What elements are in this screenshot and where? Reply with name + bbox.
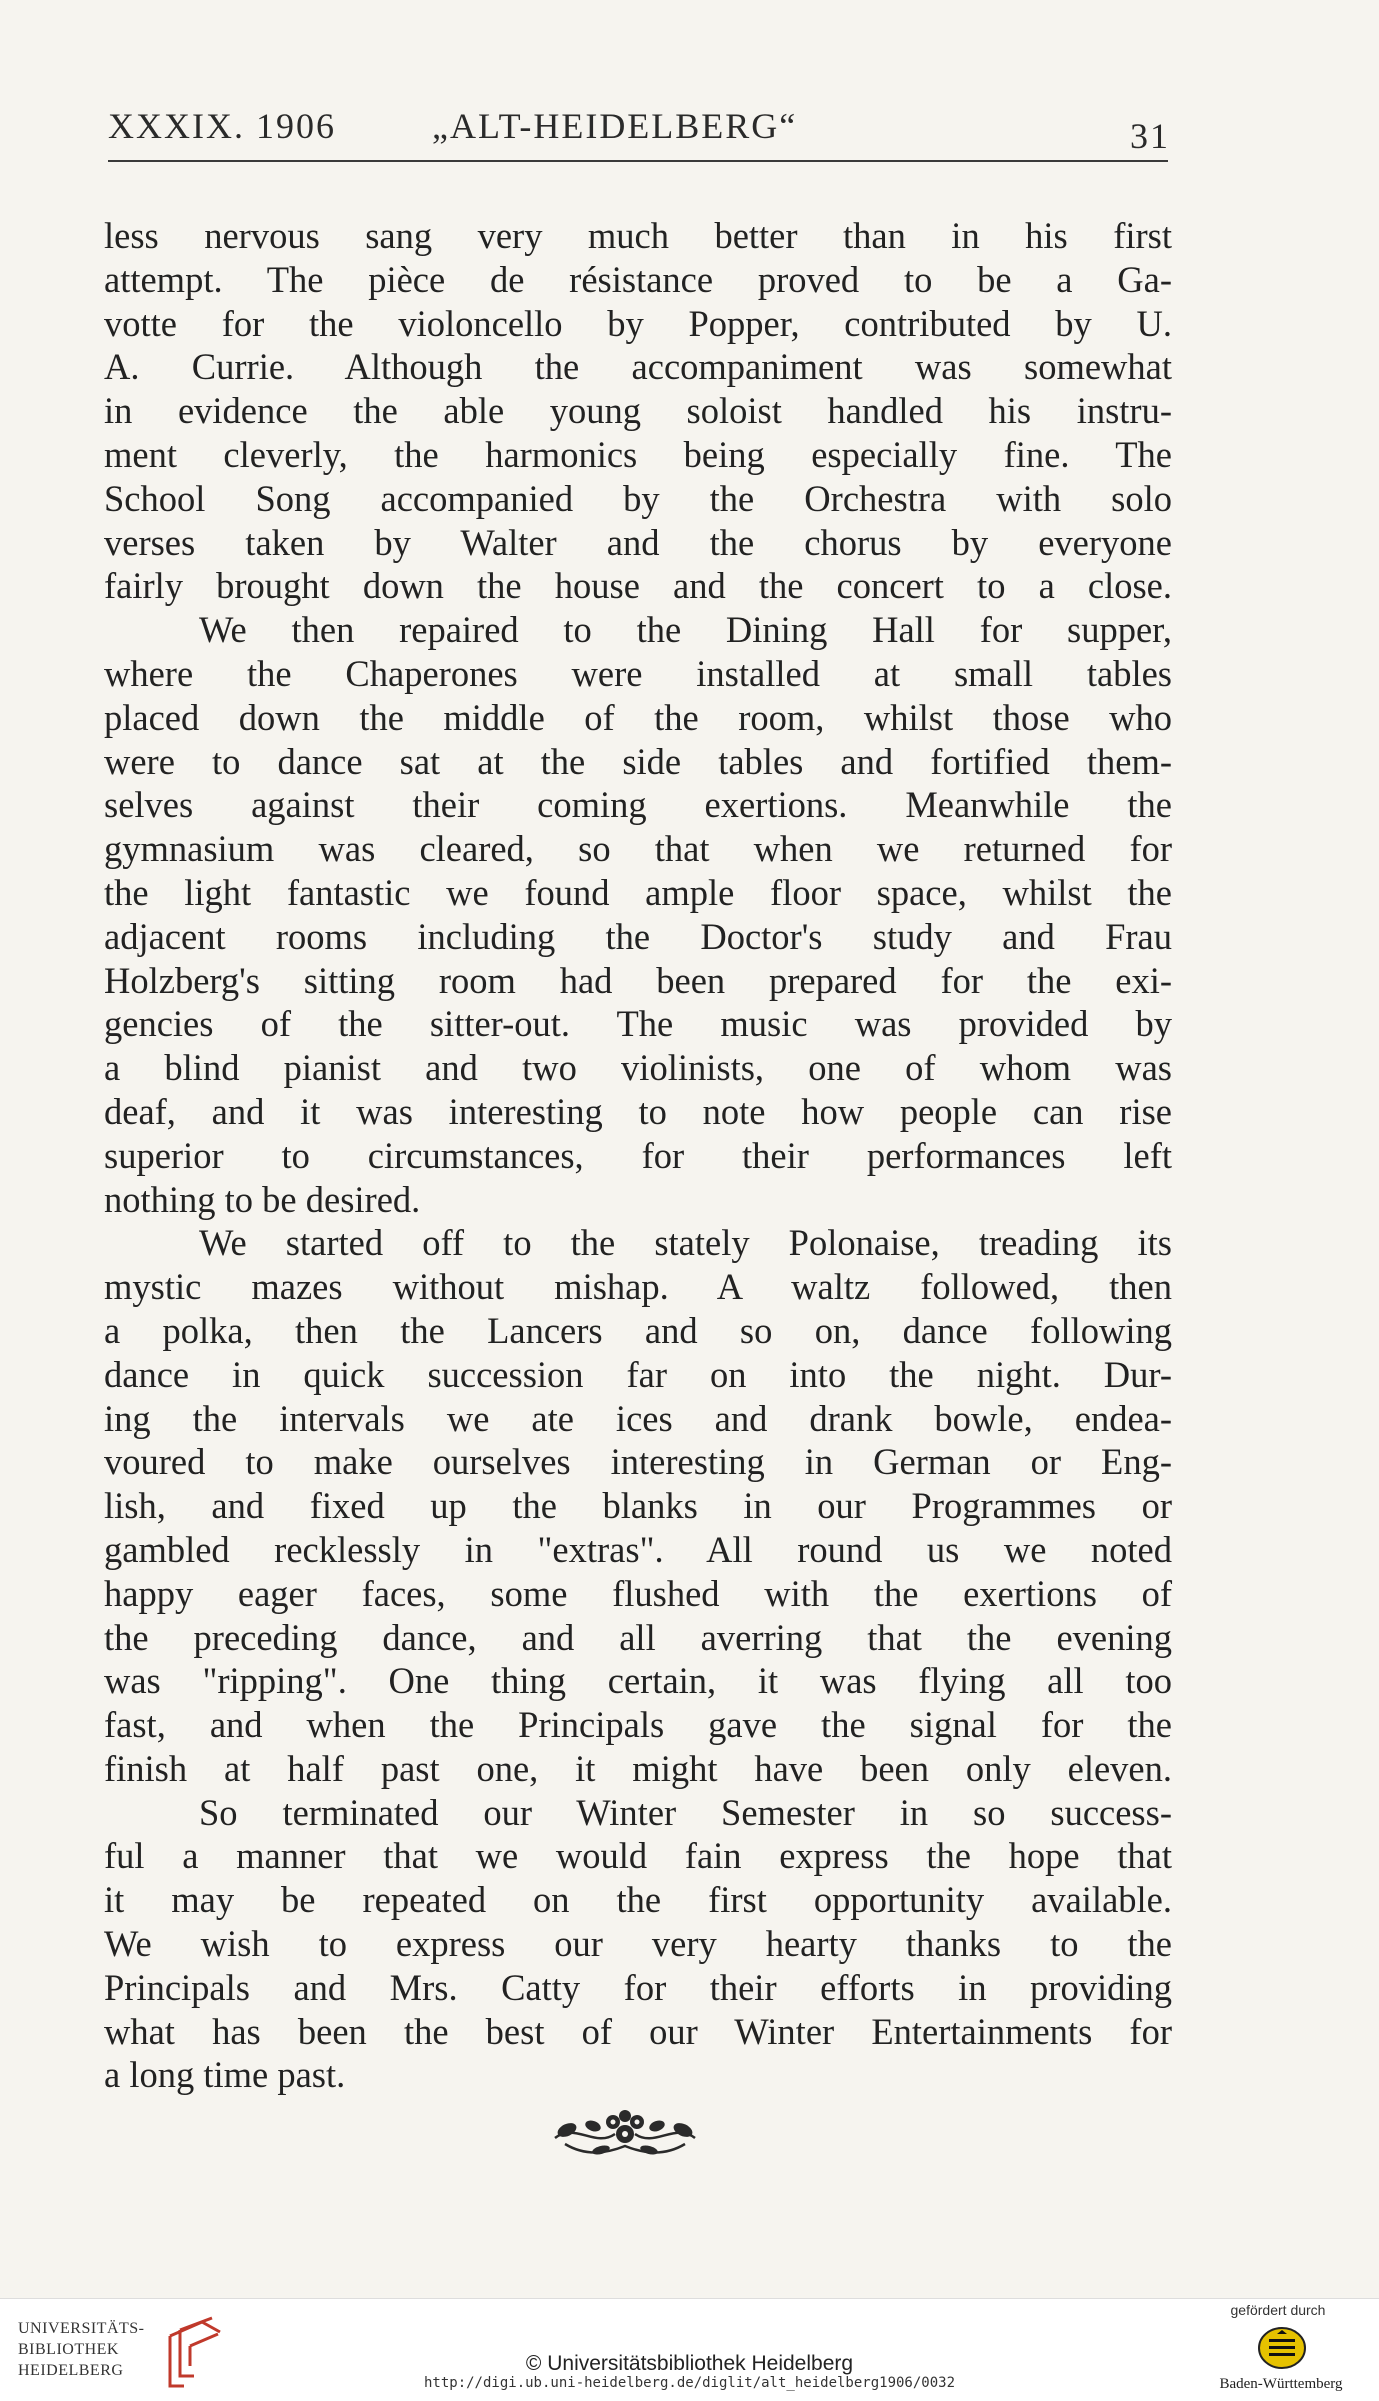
text-line: dance in quick succession far on into the night. Dur- [104, 1353, 1172, 1395]
library-name: UNIVERSITÄTS- BIBLIOTHEK HEIDELBERG [18, 2320, 145, 2379]
source-url[interactable]: http://digi.ub.uni-heidelberg.de/diglit/alt_heidelberg1906/0032 [423, 2375, 955, 2391]
text-line: votte for the violoncello by Popper, contributed by U. [104, 302, 1172, 344]
text-line: Principals and Mrs. Catty for their efforts in providing [104, 1966, 1172, 2008]
text-line: a polka, then the Lancers and so on, dance following [104, 1309, 1172, 1351]
text-line: verses taken by Walter and the chorus by everyone [104, 521, 1172, 563]
paragraph-end-line: nothing to be desired. [104, 1178, 421, 1220]
text-line: Holzberg's sitting room had been prepared for the exi- [104, 959, 1172, 1001]
text-line: it may be repeated on the first opportunity available. [104, 1879, 1172, 1921]
page-number: 31 [1130, 116, 1170, 156]
text-line: fast, and when the Principals gave the signal for the [104, 1704, 1172, 1746]
text-line: where the Chaperones were installed at small tables [104, 652, 1172, 694]
text-line: less nervous sang very much better than in his first [104, 215, 1172, 256]
paragraph-end-line: a long time past. [104, 2054, 346, 2096]
text-line: the preceding dance, and all averring that the evening [104, 1616, 1172, 1658]
text-line: fairly brought down the house and the concert to a close. [104, 565, 1172, 607]
copyright-notice: © Universitätsbibliothek Heidelberg [525, 2352, 854, 2375]
text-line: School Song accompanied by the Orchestra with solo [104, 477, 1172, 519]
text-line: voured to make ourselves interesting in German or Eng- [104, 1441, 1172, 1483]
text-line: deaf, and it was interesting to note how people can rise [104, 1090, 1172, 1132]
text-line: the light fantastic we found ample floor space, whilst the [104, 871, 1172, 913]
text-line: A. Currie. Although the accompaniment was somewhat [104, 346, 1172, 388]
text-line: adjacent rooms including the Doctor's study and Frau [104, 915, 1172, 957]
paragraph-start-line: We started off to the stately Polonaise, treading its [199, 1222, 1172, 1264]
text-line: mystic mazes without mishap. A waltz followed, then [104, 1266, 1172, 1308]
text-line: We wish to express our very hearty thanks to the [104, 1923, 1172, 1965]
baden-wuerttemberg-emblem-icon [1257, 2326, 1307, 2370]
text-line: finish at half past one, it might have been only eleven. [104, 1747, 1172, 1789]
text-line: happy eager faces, some flushed with the exertions of [104, 1572, 1172, 1614]
text-line: ment cleverly, the harmonics being especially fine. The [104, 433, 1172, 475]
volume-year: XXXIX. 1906 [108, 106, 336, 146]
paragraph-start-line: So terminated our Winter Semester in so success- [199, 1791, 1172, 1833]
text-line: gencies of the sitter-out. The music was provided by [104, 1003, 1172, 1045]
paragraph-start-line: We then repaired to the Dining Hall for supper, [199, 609, 1172, 651]
text-line: a blind pianist and two violinists, one of whom was [104, 1047, 1172, 1089]
text-line: what has been the best of our Winter Entertainments for [104, 2010, 1172, 2052]
funder-name: Baden-Württemberg [1219, 2376, 1343, 2392]
running-head [108, 105, 1170, 155]
floral-vignette-icon [545, 2104, 705, 2164]
text-line: placed down the middle of the room, whilst those who [104, 696, 1172, 738]
text-line: in evidence the able young soloist handled his instru- [104, 390, 1172, 432]
text-line: attempt. The pièce de résistance proved to be a Ga- [104, 258, 1172, 300]
text-line: selves against their coming exertions. Meanwhile the [104, 784, 1172, 826]
funded-by-label: gefördert durch [1230, 2302, 1326, 2318]
text-line: were to dance sat at the side tables and fortified them- [104, 740, 1172, 782]
text-line: ful a manner that we would fain express the hope that [104, 1835, 1172, 1877]
text-line: ing the intervals we ate ices and drank bowle, endea- [104, 1397, 1172, 1439]
journal-title: „ALT-HEIDELBERG“ [432, 106, 798, 146]
header-rule [108, 160, 1168, 162]
text-line: gymnasium was cleared, so that when we returned for [104, 828, 1172, 870]
text-line: superior to circumstances, for their performances left [104, 1134, 1172, 1176]
body-text [104, 214, 1172, 2097]
text-line: gambled recklessly in "extras". All round us we noted [104, 1528, 1172, 1570]
text-line: was "ripping". One thing certain, it was flying all too [104, 1660, 1172, 1702]
text-line: lish, and fixed up the blanks in our Programmes or [104, 1485, 1172, 1527]
